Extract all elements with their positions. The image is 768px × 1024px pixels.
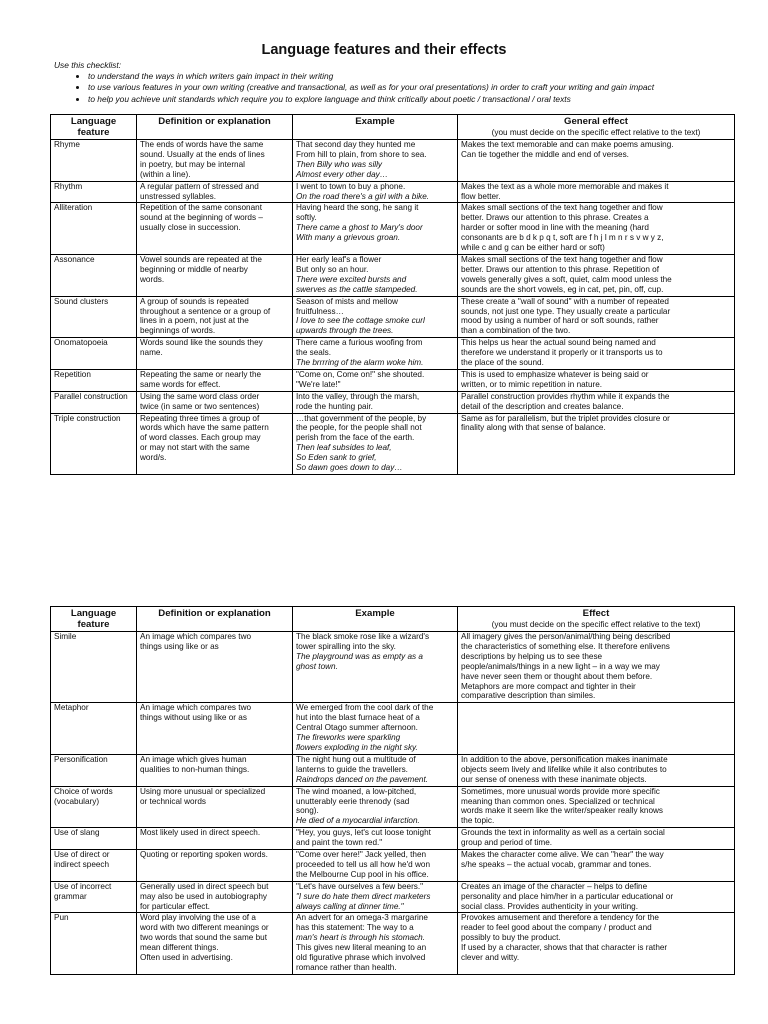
feature-cell: Triple construction	[51, 413, 137, 474]
example-line: So dawn goes down to day…	[296, 463, 403, 473]
table-row	[51, 632, 735, 703]
header-example: Example	[293, 607, 458, 632]
example-line: the seals.	[296, 348, 332, 358]
table-row	[51, 181, 735, 203]
example-line: The playground was as empty as a	[296, 651, 423, 661]
effect-cell	[458, 828, 735, 850]
header-effect-title: General effect	[564, 116, 628, 127]
effect-line: consonants are b d k p q t, soft are f h j l m n r s v w y z,	[461, 233, 664, 243]
feature-cell: Repetition	[51, 369, 137, 391]
example-line: "I sure do hate them direct marketers	[296, 891, 431, 901]
definition-line: things using like or as	[140, 641, 219, 651]
definition-line: unstressed syllables.	[140, 191, 216, 201]
effect-line: the characteristics of something else. It therefore enlivens	[461, 641, 670, 651]
feature-cell: Use of incorrect grammar	[51, 881, 137, 913]
definition-cell	[137, 296, 293, 338]
feature-cell: Onomatopoeia	[51, 338, 137, 370]
example-line: lanterns to guide the travellers.	[296, 764, 408, 774]
effect-cell	[458, 913, 735, 974]
table-row	[51, 413, 735, 474]
effect-line: If used by a character, shows that that character is rather	[461, 943, 668, 953]
example-line: …that government of the people, by	[296, 413, 427, 423]
effect-line: Makes the text as a whole more memorable and makes it	[461, 181, 669, 191]
definition-line: word/s.	[140, 453, 167, 463]
example-line: The wind moaned, a low-pitched,	[296, 786, 417, 796]
definition-line: sound. Usually at the ends of lines	[140, 149, 265, 159]
definition-line: Repetition of the same consonant	[140, 203, 262, 213]
example-cell	[293, 181, 458, 203]
example-line: On the road there's a girl with a bike.	[296, 191, 430, 201]
table-row	[51, 703, 735, 755]
effect-line: This is used to emphasize whatever is being said or	[461, 369, 649, 379]
effect-cell	[458, 181, 735, 203]
intro-bullets	[54, 71, 754, 105]
definition-line: Repeating the same or nearly the	[140, 369, 262, 379]
definition-cell	[137, 203, 293, 255]
effect-line: objects seem lively and lifelike while it also contributes to	[461, 764, 667, 774]
table-header-row	[51, 607, 735, 632]
intro-bullet: • to help you achieve unit standards which require you to explore language and think critically about poetic / transactional / oral texts	[88, 94, 754, 105]
effect-line: therefore we understand it properly or it transports us to	[461, 348, 663, 358]
example-line: Almost every other day…	[296, 169, 388, 179]
effect-line: group and period of time.	[461, 838, 553, 848]
effect-line: people/animals/things in a new light – in a way we may	[461, 661, 660, 671]
effect-line: All imagery gives the person/animal/thing being described	[461, 632, 671, 641]
example-line: upwards through the trees.	[296, 326, 394, 336]
definition-line: word with two different meanings or	[140, 923, 269, 933]
effect-cell	[458, 369, 735, 391]
feature-cell: Simile	[51, 632, 137, 703]
table-row	[51, 754, 735, 786]
example-line: There were excited bursts and	[296, 274, 407, 284]
effect-line: Makes the character come alive. We can "hear" the way	[461, 850, 664, 860]
example-cell	[293, 296, 458, 338]
example-line: But only so an hour.	[296, 264, 369, 274]
example-line: There came a furious woofing from	[296, 338, 423, 348]
example-line: An advert for an omega-3 margarine	[296, 913, 428, 923]
table-row	[51, 203, 735, 255]
effect-line: Provokes amusement and therefore a tendency for the	[461, 913, 659, 923]
effect-line: Can tie together the middle and end of verses.	[461, 149, 629, 159]
definition-line: usually close in succession.	[140, 223, 241, 233]
page-title: Language features and their effects	[261, 42, 507, 58]
table-row	[51, 254, 735, 296]
example-line: "Hey, you guys, let's cut loose tonight	[296, 828, 431, 838]
table-row	[51, 391, 735, 413]
example-cell	[293, 140, 458, 182]
effect-cell	[458, 391, 735, 413]
definition-line: same words for effect.	[140, 379, 221, 389]
table-row	[51, 140, 735, 182]
language-features-table-1	[50, 114, 735, 475]
effect-line: detail of the description and creates balance.	[461, 401, 624, 411]
example-cell	[293, 828, 458, 850]
effect-line: Grounds the text in informality as well as a certain social	[461, 828, 665, 838]
example-line: That second day they hunted me	[296, 140, 416, 149]
table-body	[51, 632, 735, 975]
feature-cell: Metaphor	[51, 703, 137, 755]
example-line: rode the hunting pair.	[296, 401, 373, 411]
effect-line: possibly to buy the product.	[461, 933, 561, 943]
effect-line: vowels generally gives a soft, quiet, calm mood unless the	[461, 274, 672, 284]
definition-cell	[137, 754, 293, 786]
example-line: the people, for the people shall not	[296, 423, 422, 433]
feature-cell: Alliteration	[51, 203, 137, 255]
example-line: So Eden sank to grief,	[296, 453, 377, 463]
effect-cell	[458, 140, 735, 182]
header-definition: Definition or explanation	[137, 115, 293, 140]
effect-line: Sometimes, more unusual words provide more specific	[461, 786, 660, 796]
table-header-row	[51, 115, 735, 140]
table-row	[51, 369, 735, 391]
definition-cell	[137, 391, 293, 413]
definition-line: An image which gives human	[140, 754, 247, 764]
effect-line: These create a "wall of sound" with a number of repeated	[461, 296, 669, 306]
effect-line: s/he speaks – the actual vocab, grammar and tones.	[461, 859, 652, 869]
feature-cell: Sound clusters	[51, 296, 137, 338]
definition-line: beginning or middle of nearby	[140, 264, 248, 274]
example-line: has this statement: The way to a	[296, 923, 414, 933]
example-line: The night hung out a multitude of	[296, 754, 416, 764]
example-line: flowers exploding in the night sky.	[296, 742, 418, 752]
effect-line: better. Draws our attention to this phrase. Repetition of	[461, 264, 659, 274]
feature-cell: Use of direct or indirect speech	[51, 850, 137, 882]
language-features-table-2	[50, 606, 735, 975]
table-row	[51, 828, 735, 850]
definition-line: beginnings of words.	[140, 326, 216, 336]
example-line: With many a grievous groan.	[296, 233, 401, 243]
example-line: proceeded to tell us all how he'd won	[296, 859, 431, 869]
example-line: The black smoke rose like a wizard's	[296, 632, 430, 641]
header-definition: Definition or explanation	[137, 607, 293, 632]
effect-line: sounds are the short vowels, eg in cat, pet, pin, off, cup.	[461, 284, 664, 294]
example-line: softly.	[296, 213, 317, 223]
example-line: The brrrring of the alarm woke him.	[296, 358, 424, 368]
effect-line: social class. Provides authenticity in your writing.	[461, 901, 639, 911]
effect-cell	[458, 754, 735, 786]
example-cell	[293, 881, 458, 913]
effect-line: personality and place him/her in a particular educational or	[461, 891, 674, 901]
effect-line: clever and witty.	[461, 953, 520, 963]
example-line: Into the valley, through the marsh,	[296, 391, 420, 401]
header-effect	[458, 115, 735, 140]
feature-cell: Assonance	[51, 254, 137, 296]
definition-line: Using the same word class order	[140, 391, 260, 401]
definition-cell	[137, 181, 293, 203]
header-effect	[458, 607, 735, 632]
effect-cell	[458, 296, 735, 338]
table-body	[51, 140, 735, 475]
table-row	[51, 338, 735, 370]
definition-line: An image which compares two	[140, 703, 252, 713]
definition-line: name.	[140, 348, 163, 358]
effect-line: Makes small sections of the text hang together and flow	[461, 203, 663, 213]
definition-cell	[137, 828, 293, 850]
definition-line: may also be used in autobiography	[140, 891, 267, 901]
definition-line: Words sound like the sounds they	[140, 338, 263, 348]
definition-cell	[137, 338, 293, 370]
example-line: Then leaf subsides to leaf,	[296, 443, 392, 453]
definition-line: sound at the beginning of words –	[140, 213, 263, 223]
definition-line: (within a line).	[140, 169, 191, 179]
effect-cell	[458, 254, 735, 296]
example-line: and paint the town red."	[296, 838, 383, 848]
definition-cell	[137, 254, 293, 296]
effect-line: harder or softer mood in line with the meaning (hard	[461, 223, 649, 233]
example-line: "Let's have ourselves a few beers."	[296, 881, 424, 891]
definition-line: Vowel sounds are repeated at the	[140, 254, 262, 264]
effect-line: This helps us hear the actual sound being named and	[461, 338, 656, 348]
definition-line: twice (in same or two sentences)	[140, 401, 260, 411]
definition-line: Using more unusual or specialized	[140, 786, 266, 796]
effect-line: descriptions by helping us to see these	[461, 651, 603, 661]
definition-line: Often used in advertising.	[140, 953, 233, 963]
effect-line: better. Draws our attention to this phrase. Creates a	[461, 213, 649, 223]
table-row	[51, 786, 735, 828]
header-feature: Language feature	[51, 115, 137, 140]
effect-line: sounds, not just one type. They usually create a particular	[461, 306, 671, 316]
definition-line: in poetry, but may be internal	[140, 159, 245, 169]
example-cell	[293, 203, 458, 255]
effect-line: reader to feel good about the company / product and	[461, 923, 652, 933]
example-line: "Come on, Come on!" she shouted.	[296, 369, 425, 379]
example-line: "Come over here!" Jack yelled, then	[296, 850, 427, 860]
example-cell	[293, 413, 458, 474]
example-cell	[293, 391, 458, 413]
example-cell	[293, 369, 458, 391]
feature-cell: Pun	[51, 913, 137, 974]
example-line: Her early leaf's a flower	[296, 254, 382, 264]
example-cell	[293, 754, 458, 786]
definition-line: An image which compares two	[140, 632, 252, 641]
definition-cell	[137, 850, 293, 882]
effect-line: flow better.	[461, 191, 501, 201]
definition-line: words.	[140, 274, 165, 284]
effect-line: Makes small sections of the text hang together and flow	[461, 254, 663, 264]
header-example: Example	[293, 115, 458, 140]
definition-cell	[137, 881, 293, 913]
effect-cell	[458, 703, 735, 755]
example-line: tower spiralling into the sky.	[296, 641, 396, 651]
definition-cell	[137, 913, 293, 974]
feature-cell: Personification	[51, 754, 137, 786]
header-effect-note: (you must decide on the specific effect relative to the text)	[491, 128, 701, 137]
effect-cell	[458, 203, 735, 255]
effect-cell	[458, 786, 735, 828]
effect-line: Creates an image of the character – helps to define	[461, 881, 648, 891]
effect-line: Metaphors are more compact and tighter in their	[461, 681, 636, 691]
definition-cell	[137, 632, 293, 703]
example-line: song).	[296, 806, 319, 816]
intro-bullet: • to use various features in your own writing (creative and transactional, as well as for your oral presentations) in order to craft your writing and gain impact	[88, 82, 754, 93]
header-feature: Language feature	[51, 607, 137, 632]
example-line: From hill to plain, from shore to sea.	[296, 149, 427, 159]
example-line: romance rather than health.	[296, 963, 397, 972]
definition-cell	[137, 703, 293, 755]
header-effect-title: Effect	[582, 608, 610, 619]
effect-line: Parallel construction provides rhythm while it expands the	[461, 391, 670, 401]
example-cell	[293, 254, 458, 296]
example-cell	[293, 786, 458, 828]
definition-line: A regular pattern of stressed and	[140, 181, 259, 191]
feature-cell: Rhythm	[51, 181, 137, 203]
effect-line: finality along with that sense of balance.	[461, 423, 606, 433]
example-line: Raindrops danced on the pavement.	[296, 774, 428, 784]
definition-line: of word classes. Each group may	[140, 433, 261, 443]
definition-line: The ends of words have the same	[140, 140, 264, 149]
definition-line: qualities to non-human things.	[140, 764, 250, 774]
example-cell	[293, 703, 458, 755]
intro-bullet: • to understand the ways in which writers gain impact in their writing	[88, 71, 754, 82]
effect-line: meaning than common ones. Specialized or technical	[461, 796, 655, 806]
definition-cell	[137, 786, 293, 828]
effect-line: the topic.	[461, 816, 495, 826]
effect-cell	[458, 632, 735, 703]
definition-line: two words that sound the same but	[140, 933, 267, 943]
example-line: Then Billy who was silly	[296, 159, 382, 169]
example-line: man's heart is through his stomach.	[296, 933, 425, 943]
table-row	[51, 850, 735, 882]
example-line: He died of a myocardial infarction.	[296, 816, 420, 826]
definition-line: Most likely used in direct speech.	[140, 828, 261, 838]
definition-line: Quoting or reporting spoken words.	[140, 850, 268, 860]
feature-cell: Rhyme	[51, 140, 137, 182]
example-line: Season of mists and mellow	[296, 296, 398, 306]
definition-cell	[137, 140, 293, 182]
example-cell	[293, 632, 458, 703]
example-line: "We're late!"	[296, 379, 341, 389]
definition-line: Repeating three times a group of	[140, 413, 260, 423]
feature-cell: Use of slang	[51, 828, 137, 850]
example-line: unutterably eerie threnody (sad	[296, 796, 410, 806]
table-row	[51, 881, 735, 913]
definition-cell	[137, 369, 293, 391]
feature-cell: Choice of words (vocabulary)	[51, 786, 137, 828]
effect-line: comparative description than similes.	[461, 691, 596, 701]
table-row	[51, 296, 735, 338]
definition-line: things without using like or as	[140, 713, 247, 723]
table-row	[51, 913, 735, 974]
intro-lead: Use this checklist:	[54, 60, 122, 70]
effect-line: mood by using a number of hard or soft sounds, rather	[461, 316, 659, 326]
definition-line: throughout a sentence or a group of	[140, 306, 271, 316]
example-cell	[293, 338, 458, 370]
effect-line: while c and g can be either hard or soft)	[461, 243, 605, 253]
effect-cell	[458, 850, 735, 882]
example-line: Having heard the song, he sang it	[296, 203, 419, 213]
definition-line: for particular effect.	[140, 901, 210, 911]
effect-line: In addition to the above, personification makes inanimate	[461, 754, 668, 764]
example-line: The fireworks were sparkling	[296, 733, 401, 743]
example-line: This gives new literal meaning to an	[296, 943, 427, 953]
effect-line: Same as for parallelism, but the triplet provides closure or	[461, 413, 670, 423]
effect-line: written, or to mimic repetition in nature.	[461, 379, 603, 389]
definition-line: or technical words	[140, 796, 206, 806]
effect-cell	[458, 338, 735, 370]
effect-line: have never seen them or thought about them before.	[461, 671, 653, 681]
definition-cell	[137, 413, 293, 474]
definition-line: A group of sounds is repeated	[140, 296, 249, 306]
effect-line: words make it seem like the writer/speaker really knows	[461, 806, 664, 816]
example-line: perish from the face of the earth.	[296, 433, 415, 443]
example-line: the Melbourne Cup pool in his office.	[296, 869, 429, 879]
example-line: We emerged from the cool dark of the	[296, 703, 434, 713]
definition-line: lines in a poem, not just at the	[140, 316, 249, 326]
intro-checklist	[54, 60, 754, 105]
example-line: fruitfulness…	[296, 306, 344, 316]
example-line: swerves as the cattle stampeded.	[296, 284, 418, 294]
feature-cell: Parallel construction	[51, 391, 137, 413]
effect-cell	[458, 413, 735, 474]
effect-cell	[458, 881, 735, 913]
definition-line: or may not start with the same	[140, 443, 250, 453]
effect-line: Makes the text memorable and can make poems amusing.	[461, 140, 674, 149]
example-line: hut into the blast furnace heat of a	[296, 713, 420, 723]
example-line: old figurative phrase which involved	[296, 953, 426, 963]
example-line: I love to see the cottage smoke curl	[296, 316, 425, 326]
definition-line: words which have the same pattern	[140, 423, 269, 433]
example-line: Central Otago summer afternoon.	[296, 723, 418, 733]
example-line: There came a ghost to Mary's door	[296, 223, 423, 233]
effect-line: our sense of oneness with these inanimate objects.	[461, 774, 647, 784]
definition-line: Word play involving the use of a	[140, 913, 256, 923]
example-line: I went to town to buy a phone.	[296, 181, 406, 191]
definition-line: Generally used in direct speech but	[140, 881, 269, 891]
example-cell	[293, 850, 458, 882]
header-effect-note: (you must decide on the specific effect relative to the text)	[491, 620, 701, 629]
example-cell	[293, 913, 458, 974]
effect-line: the place of the sound.	[461, 358, 544, 368]
example-line: always calling at dinner time."	[296, 901, 404, 911]
example-line: ghost town.	[296, 661, 338, 671]
effect-line: than a combination of the two.	[461, 326, 571, 336]
definition-line: mean different things.	[140, 943, 219, 953]
